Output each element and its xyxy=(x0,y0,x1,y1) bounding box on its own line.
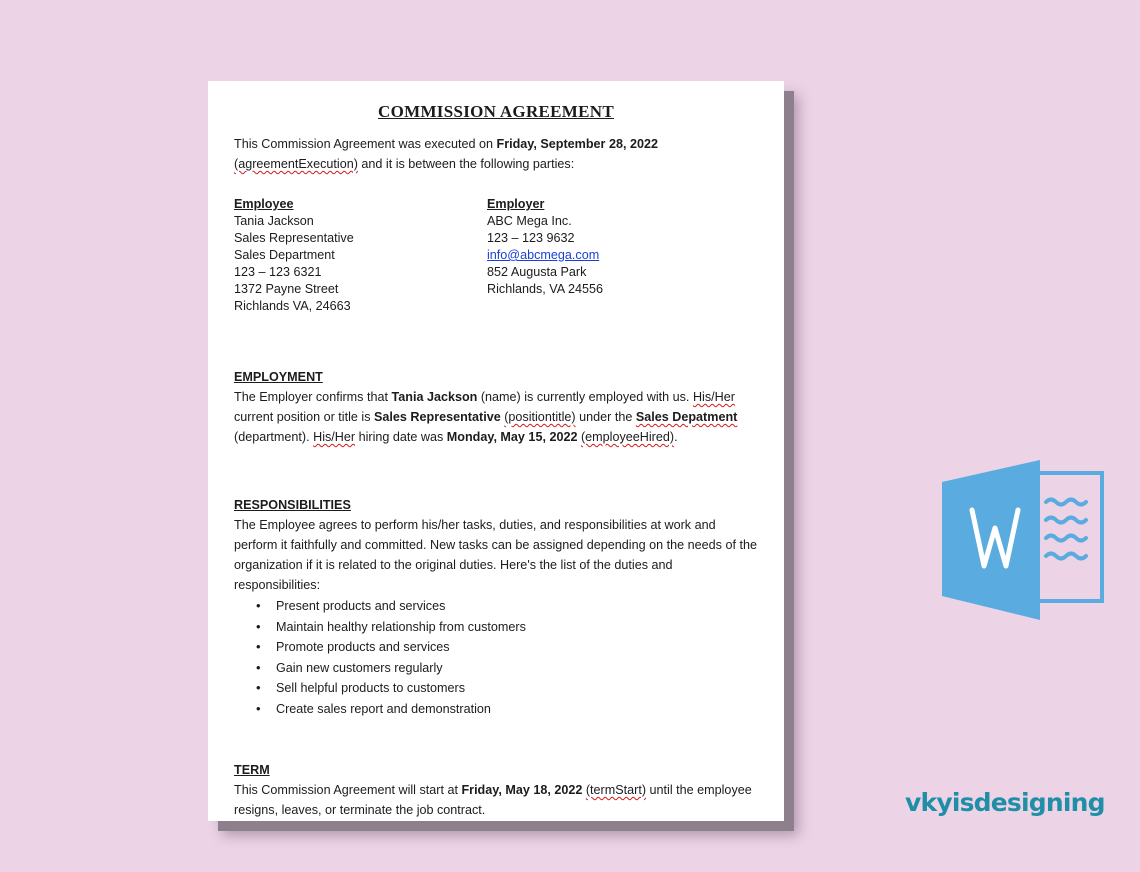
employee-phone: 123 – 123 6321 xyxy=(234,265,322,279)
responsibilities-section xyxy=(234,497,758,719)
execution-date: Friday, September 28, 2022 xyxy=(496,137,658,151)
placeholder-employee-hired: (employeeHired) xyxy=(580,430,675,444)
list-item: • Sell helpful products to customers xyxy=(234,678,758,699)
employment-position: Sales Representative xyxy=(374,410,501,424)
list-item: • Create sales report and demonstration xyxy=(234,699,758,720)
employer-name: ABC Mega Inc. xyxy=(487,214,572,228)
document-title: COMMISSION AGREEMENT xyxy=(378,102,614,121)
employee-city: Richlands VA, 24663 xyxy=(234,299,351,313)
term-start-date: Friday, May 18, 2022 xyxy=(461,783,583,797)
term-heading: TERM xyxy=(234,763,270,777)
word-icon xyxy=(942,460,1106,620)
employee-name: Tania Jackson xyxy=(234,214,314,228)
list-item: • Maintain healthy relationship from customers xyxy=(234,617,758,638)
term-paragraph: This Commission Agreement will start at Friday, May 18, 2022 (termStart) until the employee resigns, leaves, or terminate the job contract. xyxy=(234,783,752,817)
document-page xyxy=(208,81,784,821)
employment-heading: EMPLOYMENT xyxy=(234,370,323,384)
employer-block xyxy=(487,196,740,315)
bullet-icon: • xyxy=(256,700,261,716)
employer-city: Richlands, VA 24556 xyxy=(487,282,603,296)
employer-heading: Employer xyxy=(487,197,545,211)
duties-list xyxy=(234,596,758,719)
hiring-date: Monday, May 15, 2022 xyxy=(446,430,578,444)
parties-block xyxy=(234,196,758,315)
bullet-icon: • xyxy=(256,680,261,695)
employer-street: 852 Augusta Park xyxy=(487,265,587,279)
employee-department: Sales Department xyxy=(234,248,335,262)
brand-watermark: vkyisdesigning xyxy=(905,788,1105,817)
placeholder-agreement-execution: (agreementExecution) xyxy=(234,157,358,171)
bullet-icon: • xyxy=(256,598,261,613)
bullet-icon: • xyxy=(256,659,261,675)
employer-email-link[interactable]: info@abcmega.com xyxy=(487,248,600,262)
intro-paragraph: This Commission Agreement was executed on Friday, September 28, 2022 (agreementExecution) and it is between the following parties: xyxy=(234,137,658,171)
list-item: • Promote products and services xyxy=(234,637,758,658)
employee-street: 1372 Payne Street xyxy=(234,282,339,296)
responsibilities-heading: RESPONSIBILITIES xyxy=(234,498,351,512)
term-section xyxy=(234,762,758,820)
responsibilities-paragraph: The Employee agrees to perform his/her tasks, duties, and responsibilities at work and perform it faithfully and committed. New tasks can be assigned depending on the needs of the organization if it is related to the original duties. Here's the list of the duties and responsibilities: xyxy=(234,518,757,592)
bullet-icon: • xyxy=(256,618,261,634)
employment-section xyxy=(234,369,758,447)
placeholder-positiontitle: (positiontitle) xyxy=(504,410,576,424)
employee-position: Sales Representative xyxy=(234,231,354,245)
employment-employee-name: Tania Jackson xyxy=(391,390,478,404)
placeholder-department: (department). xyxy=(234,430,310,444)
list-item: • Gain new customers regularly xyxy=(234,658,758,679)
employment-department: Sales Depatment xyxy=(635,410,738,424)
employee-heading: Employee xyxy=(234,197,294,211)
employee-block xyxy=(234,196,487,315)
placeholder-term-start: (termStart) xyxy=(585,783,647,797)
employer-phone: 123 – 123 9632 xyxy=(487,231,575,245)
bullet-icon: • xyxy=(256,639,261,654)
employment-paragraph: The Employer confirms that Tania Jackson (name) is currently employed with us. His/Her current position or title is Sales Representative (positiontitle) under the Sales Depatment (department). His/Her hiring date was Monday, May 15, 2022 (employeeHired). xyxy=(234,390,738,444)
placeholder-name: (name) xyxy=(480,390,521,404)
list-item: • Present products and services xyxy=(234,596,758,617)
